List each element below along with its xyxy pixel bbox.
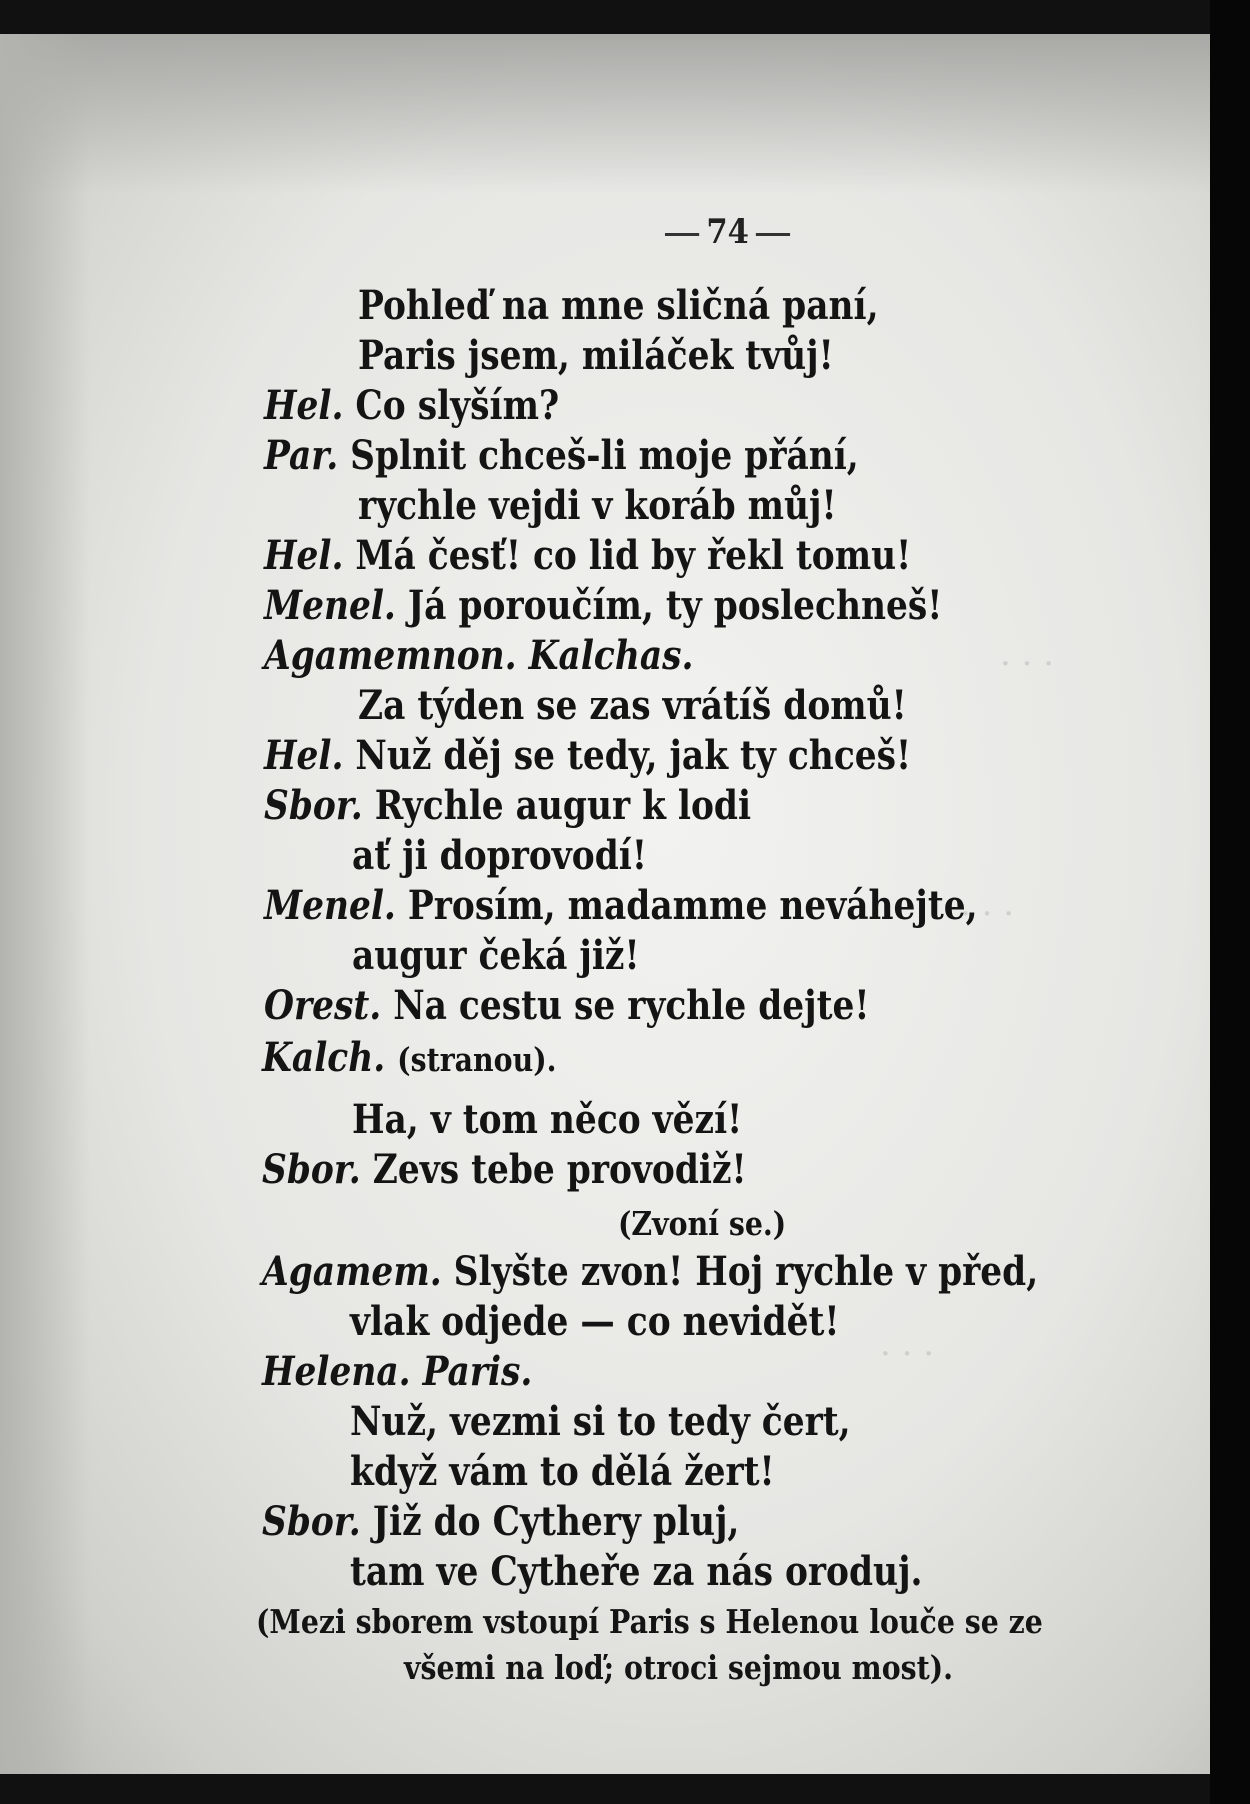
verse-line-17: [352, 1096, 742, 1144]
speaker-name: Sbor.: [262, 1498, 361, 1545]
verse-text: Nuž, vezmi si to tedy čert,: [350, 1398, 851, 1445]
verse-line-14: [352, 932, 640, 980]
stage-direction-line-1: [256, 1598, 1043, 1646]
stage-direction: (stranou).: [397, 1040, 557, 1079]
book-spine-shadow: [1210, 0, 1250, 1804]
verse-line-13: [264, 882, 978, 930]
verse-line-18: [262, 1146, 747, 1194]
verse-text: vlak odjede — co nevidět!: [350, 1298, 840, 1345]
speaker-name: Menel.: [264, 582, 396, 629]
verse-text: Nuž děj se tedy, jak ty chceš!: [355, 732, 912, 779]
verse-line-4: [264, 432, 859, 480]
stage-direction: (Zvoní se.): [618, 1204, 787, 1243]
stage-direction: všemi na loď; otroci sejmou most).: [404, 1648, 954, 1687]
speaker-name: Hel.: [264, 382, 344, 429]
speaker-name: Hel.: [264, 732, 344, 779]
verse-line-16: [262, 1034, 557, 1084]
stage-direction: (Mezi sborem vstoupí Paris s Helenou louče se ze: [256, 1602, 1043, 1641]
verse-line-21: [350, 1298, 840, 1346]
verse-text: Za týden se zas vrátíš domů!: [358, 682, 907, 729]
page-number-left-dash: [665, 233, 699, 236]
speaker-name: Agamemnon. Kalchas.: [264, 632, 694, 679]
verse-text: Já poroučím, ty poslechneš!: [407, 582, 943, 629]
verse-line-8: [264, 632, 693, 680]
verse-line-9: [358, 682, 907, 730]
verse-line-24: [350, 1448, 775, 1496]
verse-text: Ha, v tom něco vězí!: [352, 1096, 743, 1143]
verse-text: Má česť! co lid by řekl tomu!: [355, 532, 912, 579]
speaker-name: Kalch.: [262, 1034, 386, 1081]
verse-text: Slyšte zvon! Hoj rychle v před,: [453, 1248, 1039, 1295]
verse-text: Co slyším?: [355, 382, 560, 429]
verse-text: augur čeká již!: [352, 932, 640, 979]
verse-text: rychle vejdi v koráb můj!: [358, 482, 837, 529]
verse-line-20: [262, 1248, 1038, 1296]
verse-text: Paris jsem, miláček tvůj!: [358, 332, 834, 379]
speaker-name: Menel.: [264, 882, 396, 929]
speaker-name: Helena. Paris.: [262, 1348, 533, 1395]
speaker-name: Sbor.: [264, 782, 363, 829]
bleed-through-mark: · · ·: [960, 894, 1015, 934]
verse-line-10: [264, 732, 911, 780]
verse-line-26: [350, 1548, 922, 1596]
verse-line-7: [264, 582, 942, 630]
speaker-name: Hel.: [264, 532, 344, 579]
verse-line-23: [350, 1398, 851, 1446]
verse-text: když vám to dělá žert!: [350, 1448, 775, 1495]
verse-line-3: [264, 382, 559, 430]
verse-text: ať ji doprovodí!: [352, 832, 647, 879]
verse-line-6: [264, 532, 911, 580]
verse-line-2: [358, 332, 834, 380]
verse-text: Splnit chceš-li moje přání,: [350, 432, 859, 479]
verse-text: tam ve Cytheře za nás oroduj.: [350, 1548, 923, 1595]
verse-line-15: [264, 982, 869, 1030]
verse-text: Prosím, madamme neváhejte,: [407, 882, 978, 929]
verse-line-22: [262, 1348, 532, 1396]
book-page: [0, 34, 1210, 1774]
speaker-name: Agamem.: [262, 1248, 442, 1295]
verse-line-11: [264, 782, 751, 830]
bleed-through-mark: · · ·: [880, 1334, 935, 1374]
verse-line-5: [358, 482, 837, 530]
page-number-text: 74: [706, 212, 749, 252]
speaker-name: Orest.: [264, 982, 382, 1029]
page-number-right-dash: [756, 233, 790, 236]
verse-line-12: [352, 832, 647, 880]
speaker-name: Sbor.: [262, 1146, 361, 1193]
verse-line-19: [618, 1200, 786, 1248]
bleed-through-mark: · · ·: [1000, 644, 1055, 684]
stage-direction-line-2: [404, 1644, 953, 1692]
page-number: [658, 212, 798, 252]
speaker-name: Par.: [264, 432, 339, 479]
verse-text: Pohleď na mne sličná paní,: [358, 282, 879, 329]
verse-line-25: [262, 1498, 739, 1546]
verse-text: Zevs tebe provodiž!: [372, 1146, 747, 1193]
verse-text: Rychle augur k lodi: [374, 782, 752, 829]
verse-text: Již do Cythery pluj,: [372, 1498, 740, 1545]
verse-line-1: [358, 282, 879, 330]
verse-text: Na cestu se rychle dejte!: [393, 982, 870, 1029]
